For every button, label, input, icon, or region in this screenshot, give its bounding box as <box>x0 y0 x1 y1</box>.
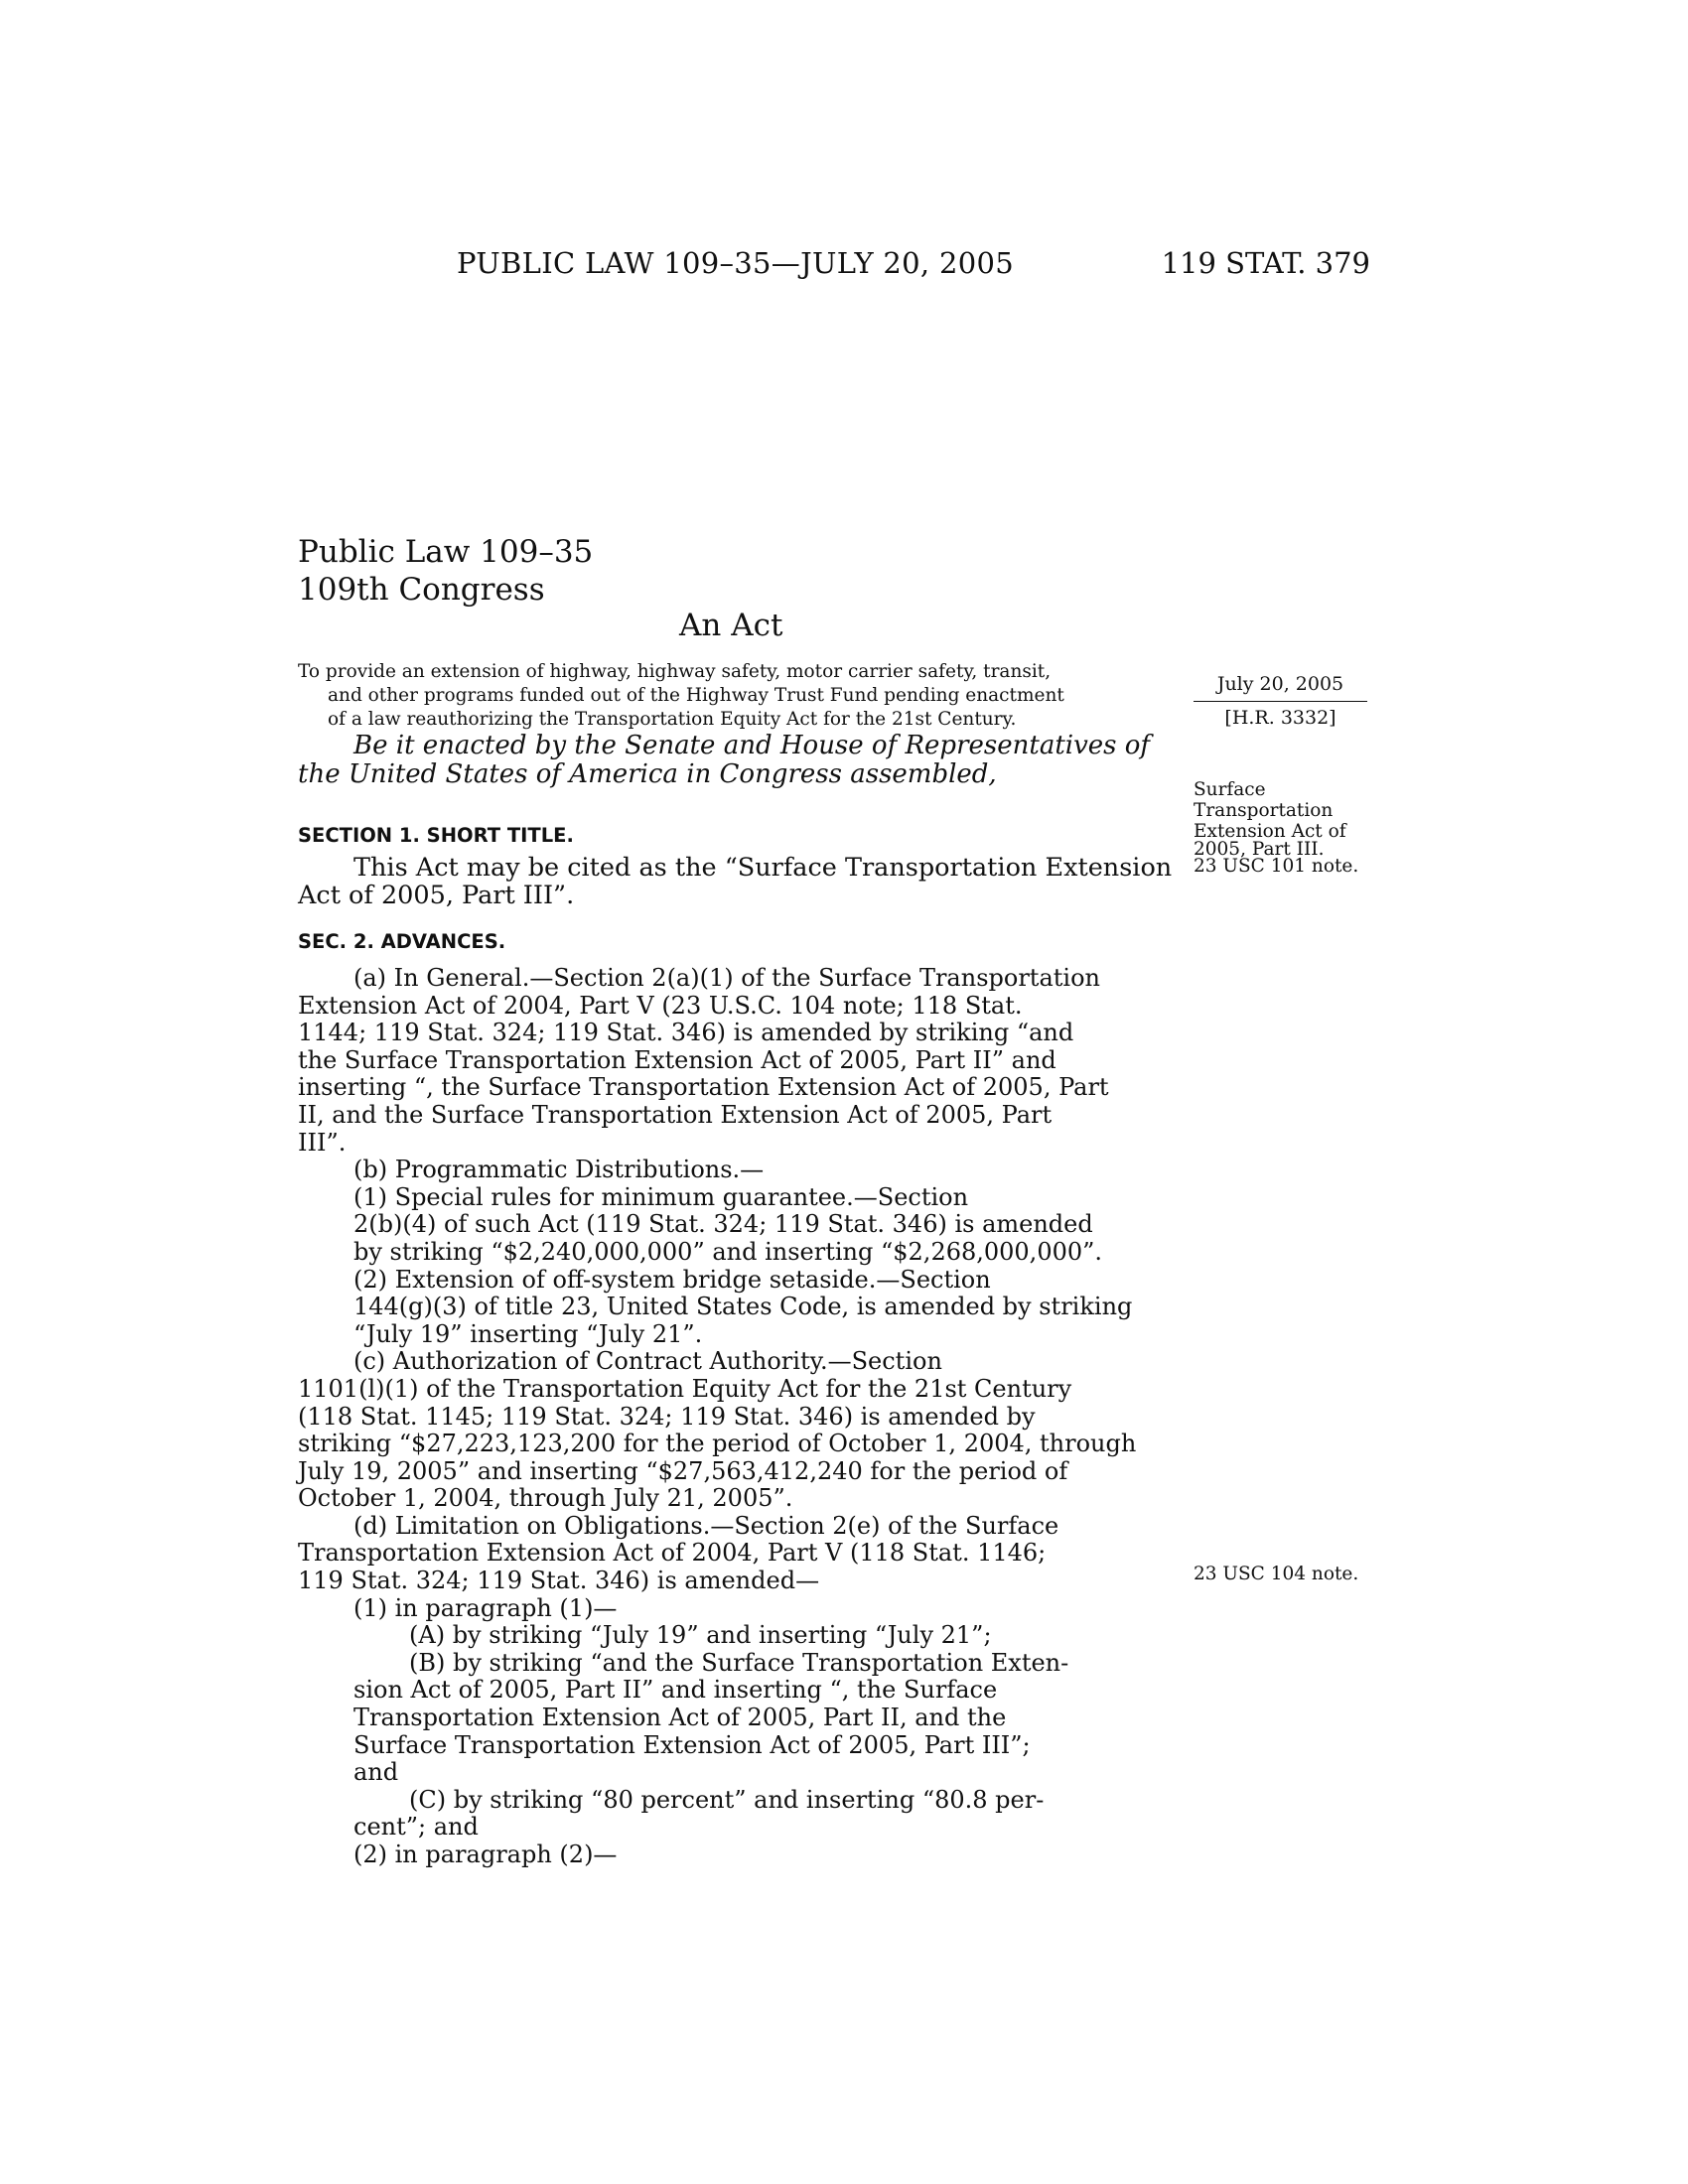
section-2-line: sion Act of 2005, Part II” and inserting “, the Surface <box>353 1676 998 1705</box>
section-2-line: (118 Stat. 1145; 119 Stat. 324; 119 Stat. 346) is amended by <box>298 1402 1036 1431</box>
margin-note-line: Surface <box>1194 779 1266 800</box>
enacting-clause <box>298 732 1167 789</box>
section-2-line: (d) Limitation on Obligations.—Section 2(e) of the Surface <box>353 1511 1059 1540</box>
section-2-line: III”. <box>298 1128 347 1157</box>
section-2-line: Extension Act of 2004, Part V (23 U.S.C. 104 note; 118 Stat. <box>298 991 1023 1020</box>
margin-note-usc-citation: 23 USC 104 note. <box>1194 1564 1359 1584</box>
long-title <box>298 660 1167 732</box>
section-2-line: Surface Transportation Extension Act of 2005, Part III”; <box>353 1730 1031 1759</box>
section-2-line: (A) by striking “July 19” and inserting “July 21”; <box>409 1621 992 1650</box>
act-label: An Act <box>679 608 783 643</box>
section-2-line: (1) Special rules for minimum guarantee.—Section <box>353 1182 969 1211</box>
long-title-line: To provide an extension of highway, highway safety, motor carrier safety, transit, <box>298 661 1052 682</box>
congress-number: 109th Congress <box>298 572 545 608</box>
section-1-line: Act of 2005, Part III”. <box>298 881 575 910</box>
section-2-body <box>298 965 1167 1869</box>
section-2-line: “July 19” inserting “July 21”. <box>353 1319 703 1348</box>
section-2-line: (a) In General.—Section 2(a)(1) of the Surface Transportation <box>353 964 1100 992</box>
long-title-line: of a law reauthorizing the Transportation Equity Act for the 21st Century. <box>328 709 1017 730</box>
margin-note-short-title <box>1194 779 1372 877</box>
section-2-line: Transportation Extension Act of 2005, Part II, and the <box>353 1704 1007 1732</box>
section-2-line: the Surface Transportation Extension Act of 2005, Part II” and <box>298 1045 1056 1074</box>
law-number: Public Law 109–35 <box>298 534 594 570</box>
section-2-line: striking “$27,223,123,200 for the period of October 1, 2004, through <box>298 1430 1137 1458</box>
section-2-line: (c) Authorization of Contract Authority.—Section <box>353 1347 942 1376</box>
section-1-text <box>298 853 1173 910</box>
section-2-line: cent”; and <box>353 1813 479 1842</box>
bill-number-note: [H.R. 3332] <box>1224 707 1336 729</box>
section-2-line: 119 Stat. 324; 119 Stat. 346) is amended— <box>298 1567 820 1595</box>
section-2-line: and <box>353 1758 399 1787</box>
statute-page-number: 119 STAT. 379 <box>1161 246 1370 280</box>
enacting-clause-line: Be it enacted by the Senate and House of Representatives of <box>353 731 1151 760</box>
section-2-line: Transportation Extension Act of 2004, Part V (118 Stat. 1146; <box>298 1539 1047 1568</box>
section-2-line: October 1, 2004, through July 21, 2005”. <box>298 1484 793 1513</box>
long-title-line: and other programs funded out of the Highway Trust Fund pending enactment <box>328 685 1064 706</box>
enacting-clause-line: the United States of America in Congress assembled, <box>298 759 997 789</box>
margin-note-line: Extension Act of <box>1194 821 1346 842</box>
section-2-line: 144(g)(3) of title 23, United States Code, is amended by striking <box>353 1293 1133 1321</box>
section-2-heading: SEC. 2. ADVANCES. <box>298 930 506 953</box>
section-2-line: 1101(l)(1) of the Transportation Equity Act for the 21st Century <box>298 1374 1072 1403</box>
section-2-line: (1) in paragraph (1)— <box>353 1593 618 1622</box>
margin-note-line: 23 USC 101 note. <box>1194 856 1359 877</box>
section-1-line <box>298 853 1173 883</box>
margin-note-line: Transportation <box>1194 800 1334 821</box>
section-2-line: July 19, 2005” and inserting “$27,563,412,240 for the period of <box>298 1456 1068 1485</box>
section-1-line-text: This Act may be cited as the “Surface Transportation Extension <box>353 853 1173 883</box>
section-2-line: II, and the Surface Transportation Extension Act of 2005, Part <box>298 1100 1053 1129</box>
section-2-line: (C) by striking “80 percent” and inserting “80.8 per- <box>409 1785 1045 1814</box>
section-2-line: (2) Extension of off-system bridge setaside.—Section <box>353 1265 991 1294</box>
margin-note-line: 2005, Part III. <box>1194 839 1325 860</box>
running-header-title: PUBLIC LAW 109–35—JULY 20, 2005 <box>457 246 1014 280</box>
section-2-line: 1144; 119 Stat. 324; 119 Stat. 346) is amended by striking “and <box>298 1019 1074 1047</box>
section-2-line: (B) by striking “and the Surface Transportation Exten- <box>409 1648 1069 1677</box>
section-1-heading: SECTION 1. SHORT TITLE. <box>298 824 574 847</box>
section-2-line: (2) in paragraph (2)— <box>353 1841 618 1868</box>
section-2-line: (b) Programmatic Distributions.— <box>353 1156 765 1184</box>
section-2-line: by striking “$2,240,000,000” and inserting “$2,268,000,000”. <box>353 1237 1103 1266</box>
section-2-line: 2(b)(4) of such Act (119 Stat. 324; 119 Stat. 346) is amended <box>353 1210 1093 1239</box>
section-2-line: inserting “, the Surface Transportation Extension Act of 2005, Part <box>298 1073 1109 1102</box>
enactment-date-note: July 20, 2005 <box>1194 673 1367 702</box>
